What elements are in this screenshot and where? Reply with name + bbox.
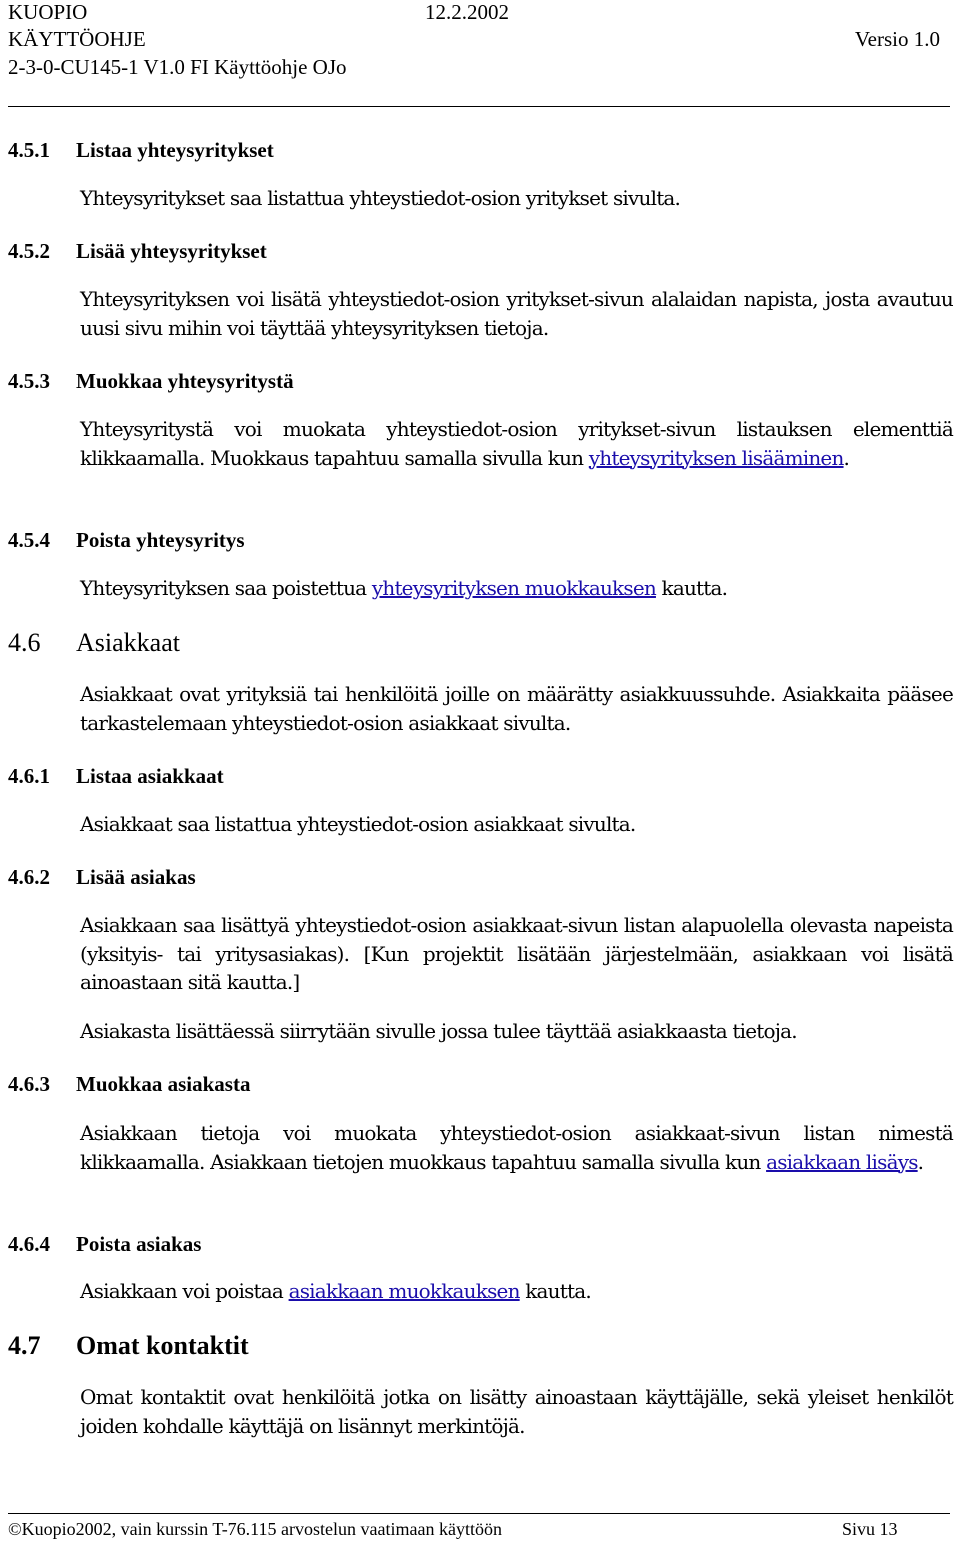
section-number: 4.5.3 [8,369,50,393]
section-title: Lisää asiakas [76,865,196,889]
paragraph: Yhteysyrityksen voi lisätä yhteystiedot-osion yritykset-sivun alalaidan napista, josta avautuu uusi sivu mihin voi täyttää yhteysyrityksen tietoja. [80,287,953,340]
header-org: KUOPIO [8,0,88,24]
header-doc-type: KÄYTTÖOHJE [8,27,146,51]
paragraph-text-end: kautta. [519,1279,591,1303]
section-title: Asiakkaat [76,628,180,657]
paragraph-text: Yhteysyritystä voi muokata yhteystiedot-osion yritykset-sivun listauksen elementtiä klikkaamalla. Muokkaus tapahtuu samalla sivulla kun [80,417,953,470]
paragraph: Asiakasta lisättäessä siirrytään sivulle jossa tulee täyttää asiakkaasta tietoja. [80,1019,797,1043]
paragraph: Asiakkaat ovat yrityksiä tai henkilöitä joille on määrätty asiakkuussuhde. Asiakkaita pääsee tarkastelemaan yhteystiedot-osion asiakkaat sivulta. [80,682,953,735]
section-title: Poista yhteysyritys [76,528,245,552]
section-heading-4-5-4 [8,528,245,552]
paragraph-text: Asiakkaan voi poistaa [80,1279,289,1303]
link-asiakkaan-muokkaus[interactable]: asiakkaan muokkauksen [288,1279,520,1303]
section-heading-4-6-4 [8,1232,201,1256]
paragraph-text-end: . [843,445,850,470]
section-title: Lisää yhteysyritykset [76,239,267,263]
footer-copyright: ©Kuopio2002, vain kurssin T-76.115 arvostelun vaatimaan käyttöön [8,1519,502,1539]
section-number: 4.5.4 [8,528,50,552]
section-heading-4-5-2 [8,239,267,263]
section-heading-4-6-2 [8,865,196,889]
paragraph: Asiakkaan saa lisättyä yhteystiedot-osion asiakkaat-sivun listan alapuolella olevasta napeista (yksityis- tai yritysasiakas). [Kun projektit lisätään järjestelmään, asiakkaan voi lisätä ainoastaan sitä kautta.] [80,913,953,995]
paragraph [80,574,953,603]
section-heading-4-5-3 [8,369,294,393]
footer-page-number: Sivu 13 [842,1519,898,1539]
paragraph: Yhteysyritykset saa listattua yhteystiedot-osion yritykset sivulta. [80,186,681,210]
paragraph: Omat kontaktit ovat henkilöitä jotka on lisätty ainoastaan käyttäjälle, sekä yleiset henkilöt joiden kohdalle käyttäjä on lisännyt merkintöjä. [80,1385,953,1438]
section-title: Omat kontaktit [76,1331,249,1360]
paragraph [80,1277,953,1306]
paragraph-text-end: . [917,1149,924,1174]
section-number: 4.5.2 [8,239,50,263]
link-asiakkaan-lisays[interactable]: asiakkaan lisäys [766,1149,918,1174]
section-number: 4.6.3 [8,1072,50,1096]
section-title: Listaa asiakkaat [76,764,224,788]
paragraph-text-end: kautta. [655,576,728,600]
paragraph-text: Asiakkaan tietoja voi muokata yhteystiedot-osion asiakkaat-sivun listan nimestä klikkaamalla. Asiakkaan tietojen muokkaus tapahtuu samalla sivulla kun [80,1121,953,1174]
section-number: 4.5.1 [8,138,50,162]
paragraph [80,415,953,472]
section-number: 4.6.1 [8,764,50,788]
section-title: Muokkaa yhteysyritystä [76,369,294,393]
link-yhteysyrityksen-muokkaus[interactable]: yhteysyrityksen muokkauksen [371,576,656,600]
section-heading-4-6-3 [8,1072,250,1096]
header-version: Versio 1.0 [854,27,940,51]
header-doc-id: 2-3-0-CU145-1 V1.0 FI Käyttöohje OJo [8,55,347,79]
section-heading-4-6-1 [8,764,224,788]
header-divider [8,106,950,107]
section-heading-4-6 [8,628,180,658]
footer-divider [8,1513,950,1514]
paragraph: Asiakkaat saa listattua yhteystiedot-osion asiakkaat sivulta. [80,812,636,836]
section-number: 4.6.4 [8,1232,50,1256]
paragraph [80,1119,953,1176]
section-heading-4-7 [8,1331,249,1361]
section-title: Muokkaa asiakasta [76,1072,251,1096]
section-number: 4.6.2 [8,865,50,889]
section-heading-4-5-1 [8,138,274,162]
section-title: Poista asiakas [76,1232,202,1256]
section-title: Listaa yhteysyritykset [76,138,274,162]
header-date: 12.2.2002 [425,0,509,24]
link-yhteysyrityksen-lisaaminen[interactable]: yhteysyrityksen lisääminen [588,445,844,470]
section-number: 4.7 [8,1331,41,1360]
section-number: 4.6 [8,628,41,657]
paragraph-text: Yhteysyrityksen saa poistettua [80,576,372,600]
